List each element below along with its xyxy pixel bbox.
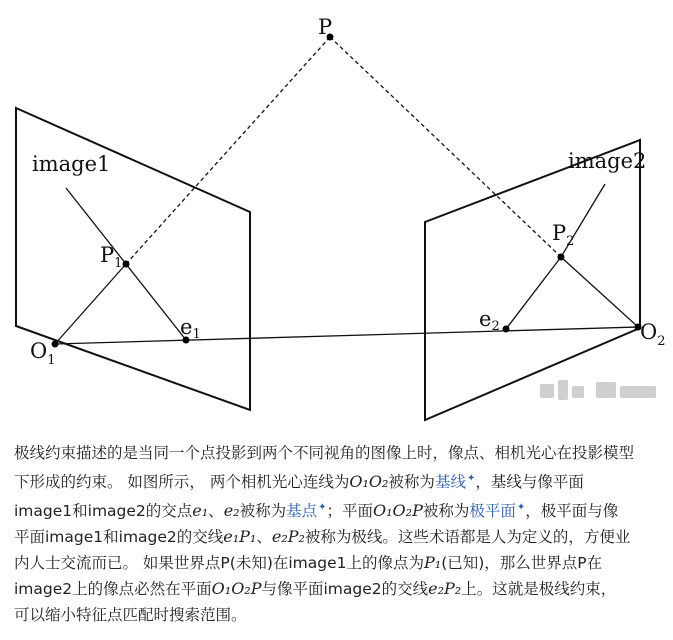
caption-line-6: image2上的像点必然在平面O₁O₂P与像平面image2的交线e₂P₂上。这就是极线约束， bbox=[14, 579, 617, 599]
caption-line-7: 可以缩小特征点匹配时搜索范围。 bbox=[14, 606, 247, 625]
ray-P2-O2 bbox=[561, 257, 638, 327]
caption-line-3: image1和image2的交点e₁、e₂被称为基点✦；平面O₁O₂P被称为极平面✦，极平面与像 bbox=[14, 501, 619, 521]
point-e2 bbox=[503, 326, 510, 333]
epipolar-line-1 bbox=[126, 264, 186, 340]
label-P1: $P_1$ bbox=[100, 243, 123, 271]
link-baseline[interactable]: 基线 bbox=[434, 473, 466, 492]
sparkle-icon: ✦ bbox=[466, 473, 476, 484]
ray-P-P2-dashed bbox=[330, 37, 561, 257]
math-e2P2: e₂P₂ bbox=[428, 579, 462, 599]
link-base-point[interactable]: 基点 bbox=[286, 502, 318, 521]
image1-pointer bbox=[66, 188, 126, 264]
point-P1 bbox=[123, 261, 130, 268]
label-e1: $e_1$ bbox=[180, 315, 201, 342]
math-O1O2P: O₁O₂P bbox=[373, 501, 423, 521]
math-O1O2: O₁O₂ bbox=[349, 472, 389, 492]
point-P2 bbox=[558, 254, 565, 261]
caption-line-5: 内人士交流而已。 如果世界点P(未知)在image1上的像点为P₁(已知)，那么世界点P在 bbox=[14, 553, 603, 573]
ray-P1-P-dashed bbox=[126, 37, 330, 264]
label-O2: $O_2$ bbox=[640, 320, 666, 349]
math-P1: P₁ bbox=[424, 553, 442, 573]
caption-line-2: 下形成的约束。 如图所示， 两个相机光心连线为O₁O₂被称为基线✦，基线与像平面 bbox=[14, 472, 584, 492]
label-image1: image1 bbox=[32, 152, 111, 176]
label-P2: $P_2$ bbox=[552, 221, 575, 249]
caption-line-1: 极线约束描述的是当同一个点投影到两个不同视角的图像上时，像点、相机光心在投影模型 bbox=[14, 444, 635, 462]
point-O1 bbox=[52, 341, 59, 348]
label-P: P bbox=[318, 15, 333, 39]
math-O1O2P: O₁O₂P bbox=[211, 579, 262, 599]
math-e2: e₂ bbox=[223, 501, 240, 521]
baseline-O1-O2 bbox=[55, 327, 638, 344]
math-e1: e₁ bbox=[192, 501, 209, 521]
epipolar-line-2 bbox=[506, 257, 561, 329]
math-e2P2: e₂P₂ bbox=[271, 527, 305, 547]
blurred-watermark bbox=[540, 376, 660, 410]
label-image2: image2 bbox=[568, 149, 647, 173]
caption-line-4: 平面image1和image2的交线e₁P₁、e₂P₂被称为极线。这些术语都是人为定义的，方便业 bbox=[14, 527, 631, 547]
sparkle-icon: ✦ bbox=[516, 502, 526, 514]
label-O1: $O_1$ bbox=[30, 339, 56, 368]
caption-paragraph bbox=[14, 440, 664, 628]
math-e1P1: e₁P₁ bbox=[223, 527, 257, 547]
ray-O1-P1 bbox=[55, 264, 126, 344]
link-epipolar-plane[interactable]: 极平面 bbox=[469, 502, 516, 521]
label-e2: $e_2$ bbox=[479, 307, 500, 334]
sparkle-icon: ✦ bbox=[318, 502, 327, 514]
